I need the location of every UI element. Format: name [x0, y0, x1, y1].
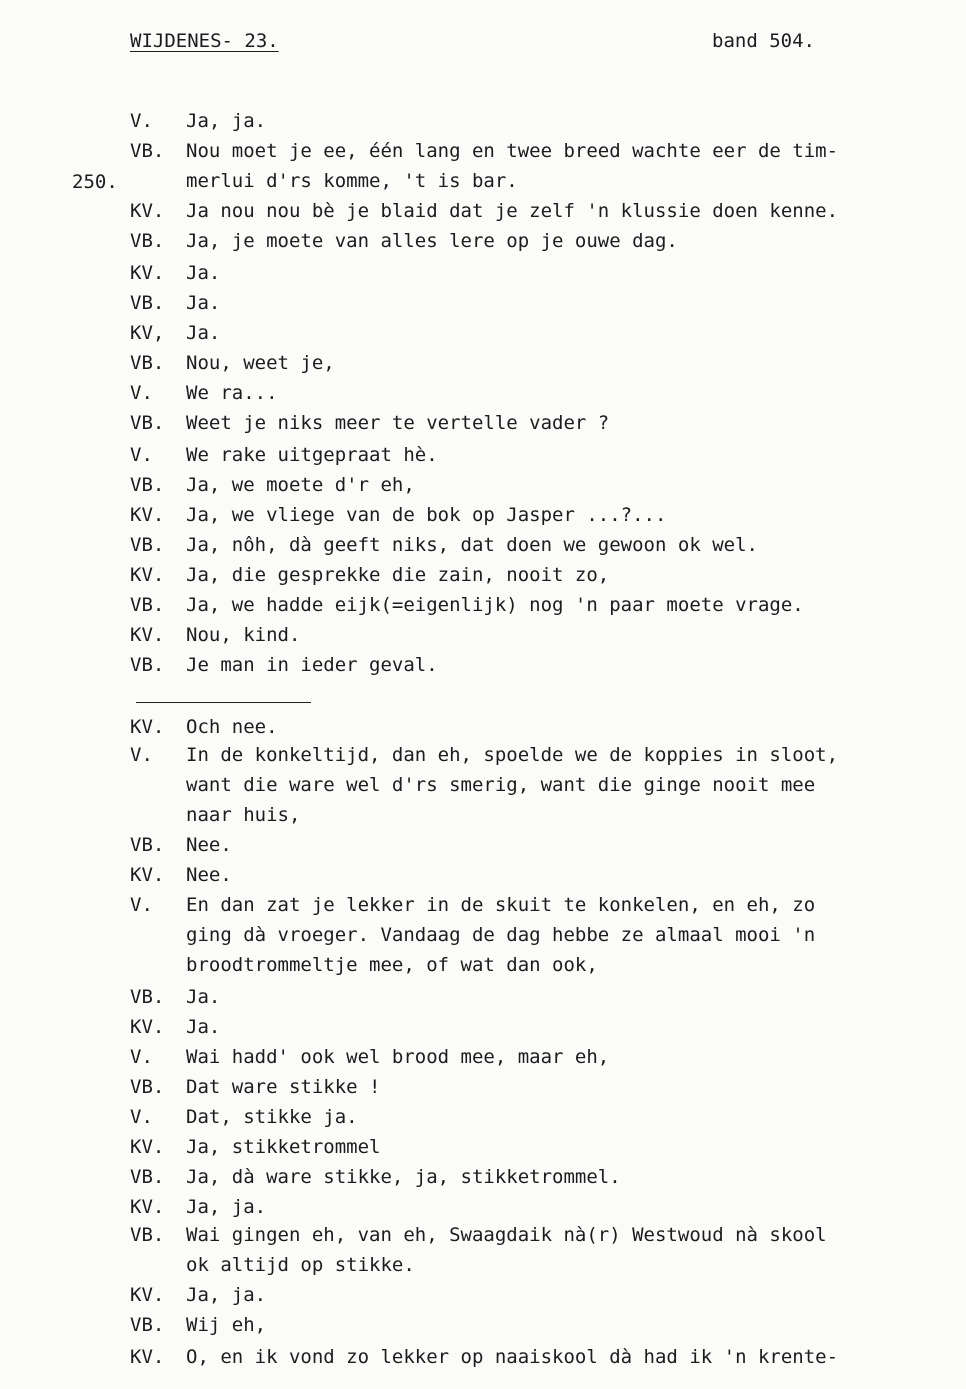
speaker-label: KV. [130, 1284, 165, 1306]
speaker-label: VB. [130, 654, 165, 676]
utterance-text: Ja. [186, 1016, 221, 1038]
utterance-text: Ja, ja. [186, 1284, 267, 1306]
transcript-line [0, 1042, 966, 1072]
utterance-continuation: broodtrommeltje mee, of wat dan ook, [186, 954, 598, 976]
speaker-label: VB. [130, 1166, 165, 1188]
transcript-line [0, 1072, 966, 1102]
transcript-line [0, 770, 966, 800]
utterance-text: Je man in ieder geval. [186, 654, 438, 676]
transcript-line [0, 136, 966, 166]
speaker-label: KV. [130, 1346, 165, 1368]
speaker-label: KV. [130, 864, 165, 886]
utterance-text: Ja. [186, 292, 221, 314]
utterance-text: Nou moet je ee, één lang en twee breed wachte eer de tim- [186, 140, 839, 162]
transcript-line [0, 348, 966, 378]
utterance-text: Ja nou nou bè je blaid dat je zelf 'n klussie doen kenne. [186, 200, 839, 222]
section-divider [136, 702, 311, 703]
speaker-label: KV. [130, 1136, 165, 1158]
utterance-text: Ja, stikketrommel [186, 1136, 381, 1158]
utterance-text: Nee. [186, 864, 232, 886]
utterance-continuation: want die ware wel d'rs smerig, want die ginge nooit mee [186, 774, 816, 796]
utterance-text: Ja. [186, 986, 221, 1008]
transcript-line [0, 500, 966, 530]
utterance-text: Nou, weet je, [186, 352, 335, 374]
speaker-label: VB. [130, 594, 165, 616]
transcript-line [0, 530, 966, 560]
transcript-line [0, 740, 966, 770]
speaker-label: KV. [130, 1016, 165, 1038]
utterance-text: Nou, kind. [186, 624, 301, 646]
utterance-continuation: merlui d'rs komme, 't is bar. [186, 170, 518, 192]
utterance-text: Nee. [186, 834, 232, 856]
transcript-line [0, 318, 966, 348]
speaker-label: KV. [130, 200, 165, 222]
speaker-label: VB. [130, 474, 165, 496]
utterance-text: Ja. [186, 322, 221, 344]
transcript-line [0, 590, 966, 620]
speaker-label: VB. [130, 230, 165, 252]
transcript-line [0, 982, 966, 1012]
speaker-label: V. [130, 382, 153, 404]
speaker-label: KV. [130, 1196, 165, 1218]
transcript-line [0, 1220, 966, 1250]
transcript-line [0, 920, 966, 950]
utterance-text: Ja, we moete d'r eh, [186, 474, 415, 496]
header-band: band 504. [712, 30, 815, 52]
speaker-label: VB. [130, 140, 165, 162]
transcript-line [0, 1280, 966, 1310]
transcript-line [0, 166, 966, 196]
utterance-text: Dat, stikke ja. [186, 1106, 358, 1128]
transcript-line [0, 620, 966, 650]
transcript-line [0, 470, 966, 500]
utterance-text: Dat ware stikke ! [186, 1076, 381, 1098]
speaker-label: VB. [130, 1224, 165, 1246]
speaker-label: KV. [130, 624, 165, 646]
speaker-label: VB. [130, 834, 165, 856]
transcript-line [0, 950, 966, 980]
transcript-line [0, 1012, 966, 1042]
utterance-text: Wij eh, [186, 1314, 267, 1336]
transcript-line [0, 1250, 966, 1280]
utterance-text: Ja, die gesprekke die zain, nooit zo, [186, 564, 610, 586]
utterance-text: We rake uitgepraat hè. [186, 444, 438, 466]
speaker-label: V. [130, 894, 153, 916]
transcript-line [0, 258, 966, 288]
transcript-line [0, 440, 966, 470]
speaker-label: VB. [130, 534, 165, 556]
utterance-continuation: ging dà vroeger. Vandaag de dag hebbe ze almaal mooi 'n [186, 924, 816, 946]
utterance-text: Ja, we vliege van de bok op Jasper ...?... [186, 504, 667, 526]
speaker-label: VB. [130, 1314, 165, 1336]
speaker-label: KV. [130, 504, 165, 526]
transcript-line [0, 1102, 966, 1132]
utterance-text: Ja, ja. [186, 110, 267, 132]
speaker-label: KV. [130, 262, 165, 284]
transcript-line [0, 1192, 966, 1222]
speaker-label: VB. [130, 352, 165, 374]
utterance-text: En dan zat je lekker in de skuit te konkelen, en eh, zo [186, 894, 816, 916]
speaker-label: KV. [130, 564, 165, 586]
utterance-text: Wai hadd' ook wel brood mee, maar eh, [186, 1046, 610, 1068]
speaker-label: V. [130, 744, 153, 766]
transcript-line [0, 800, 966, 830]
speaker-label: V. [130, 444, 153, 466]
utterance-continuation: ok altijd op stikke. [186, 1254, 415, 1276]
speaker-label: V. [130, 1106, 153, 1128]
header-title: WIJDENES- 23. [130, 30, 279, 52]
transcript-line [0, 106, 966, 136]
utterance-text: Weet je niks meer te vertelle vader ? [186, 412, 610, 434]
speaker-label: KV, [130, 322, 165, 344]
utterance-text: We ra... [186, 382, 278, 404]
speaker-label: VB. [130, 1076, 165, 1098]
transcript-line [0, 408, 966, 438]
transcript-line [0, 196, 966, 226]
transcript-line [0, 288, 966, 318]
transcript-line [0, 860, 966, 890]
utterance-continuation: naar huis, [186, 804, 301, 826]
utterance-text: In de konkeltijd, dan eh, spoelde we de koppies in sloot, [186, 744, 839, 766]
transcript-line [0, 560, 966, 590]
utterance-text: Ja, ja. [186, 1196, 267, 1218]
utterance-text: Och nee. [186, 716, 278, 738]
transcript-line [0, 650, 966, 680]
utterance-text: Ja, we hadde eijk(=eigenlijk) nog 'n paar moete vrage. [186, 594, 804, 616]
speaker-label: V. [130, 110, 153, 132]
speaker-label: VB. [130, 986, 165, 1008]
transcript-line [0, 890, 966, 920]
transcript-line [0, 226, 966, 256]
utterance-text: Ja, nôh, dà geeft niks, dat doen we gewoon ok wel. [186, 534, 758, 556]
transcript-line [0, 830, 966, 860]
speaker-label: KV. [130, 716, 165, 738]
speaker-label: VB. [130, 292, 165, 314]
transcript-line [0, 1310, 966, 1340]
speaker-label: VB. [130, 412, 165, 434]
utterance-text: Ja. [186, 262, 221, 284]
transcript-line [0, 1132, 966, 1162]
utterance-text: Ja, dà ware stikke, ja, stikketrommel. [186, 1166, 621, 1188]
utterance-text: Ja, je moete van alles lere op je ouwe dag. [186, 230, 678, 252]
margin-line-number: 250. [72, 171, 118, 193]
transcript-line [0, 378, 966, 408]
transcript-line [0, 1342, 966, 1372]
transcript-line [0, 1162, 966, 1192]
utterance-text: Wai gingen eh, van eh, Swaagdaik nà(r) Westwoud nà skool [186, 1224, 827, 1246]
transcript-line [0, 712, 966, 742]
speaker-label: V. [130, 1046, 153, 1068]
utterance-text: O, en ik vond zo lekker op naaiskool dà had ik 'n krente- [186, 1346, 839, 1368]
